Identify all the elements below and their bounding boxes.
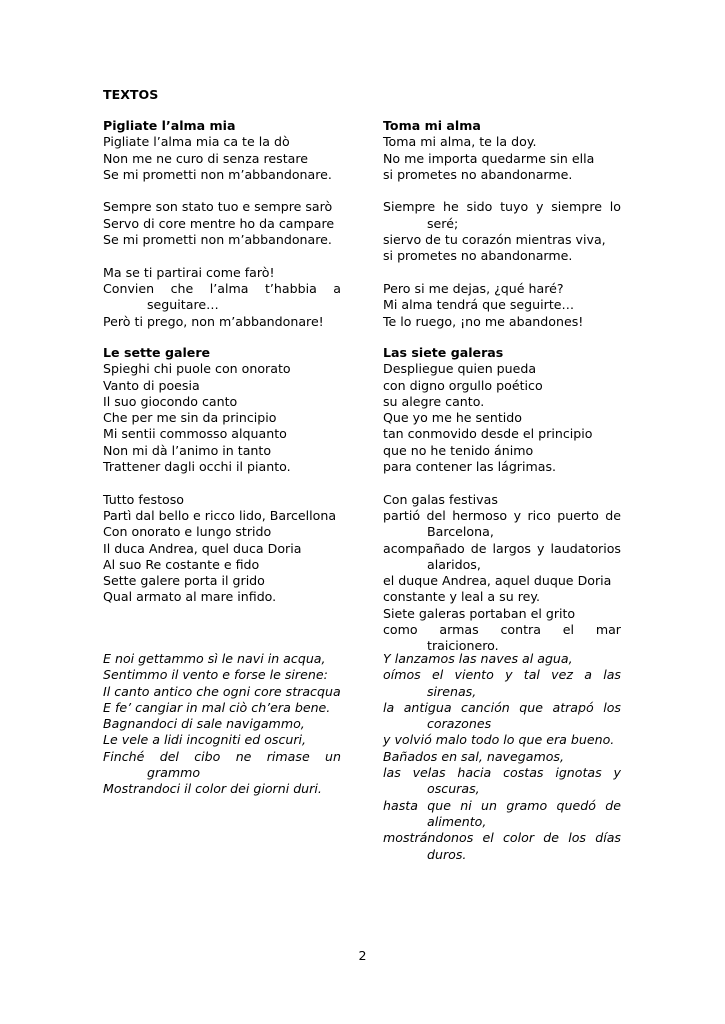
- section-heading: Las siete galeras: [383, 345, 504, 360]
- section-closing-spanish: [383, 651, 621, 863]
- verse-line: Toma mi alma, te la doy.: [383, 134, 537, 150]
- verse-line: si prometes no abandonarme.: [383, 248, 573, 264]
- section-closing-italian: [103, 651, 341, 798]
- verse-line: Servo di core mentre ho da campare: [103, 215, 335, 231]
- verse-line: Siempre he sido tuyo y siempre lo seré;: [383, 199, 621, 231]
- stanza: [103, 361, 341, 475]
- stanza: [103, 651, 341, 798]
- verse-line: el duque Andrea, aquel duque Doria: [383, 573, 612, 589]
- verse-line: No me importa quedarme sin ella: [383, 150, 595, 166]
- verse-line: Mostrandoci il color dei giorni duri.: [103, 781, 322, 797]
- stanza: [383, 492, 621, 655]
- verse-line: Con onorato e lungo strido: [103, 524, 272, 540]
- verse-line: Pigliate l’alma mia ca te la dò: [103, 134, 290, 150]
- verse-line: hasta que ni un gramo quedó de alimento,: [383, 797, 621, 829]
- verse-line: siervo de tu corazón mientras viva,: [383, 232, 606, 248]
- stanza: [103, 265, 341, 330]
- verse-line: mostrándonos el color de los días duros.: [383, 830, 621, 862]
- section-toma-mi-alma: [383, 118, 621, 330]
- page-title: TEXTOS: [103, 87, 159, 102]
- verse-line: Non mi dà l’animo in tanto: [103, 442, 272, 458]
- verse-line: Il duca Andrea, quel duca Doria: [103, 540, 302, 556]
- verse-line: con digno orgullo poético: [383, 377, 543, 393]
- verse-line: Se mi prometti non m’abbandonare.: [103, 166, 332, 182]
- verse-line: Il canto antico che ogni core stracqua: [103, 683, 341, 699]
- verse-line: Però ti prego, non m’abbandonare!: [103, 313, 324, 329]
- verse-line: Sempre son stato tuo e sempre sarò: [103, 199, 333, 215]
- verse-line: E noi gettammo sì le navi in acqua,: [103, 651, 326, 666]
- verse-line: Partì dal bello e ricco lido, Barcellona: [103, 507, 337, 523]
- verse-line: Spieghi chi puole con onorato: [103, 361, 291, 377]
- stanza: [103, 492, 341, 606]
- stanza: [383, 361, 621, 475]
- verse-line: Mi sentii commosso alquanto: [103, 426, 287, 442]
- verse-line: su alegre canto.: [383, 393, 485, 409]
- verse-line: Bagnandoci di sale navigammo,: [103, 716, 305, 732]
- verse-line: Tutto festoso: [103, 491, 184, 507]
- verse-line: como armas contra el mar traicionero.: [383, 622, 621, 654]
- verse-line: E fe’ cangiar in mal ciò ch’era bene.: [103, 699, 331, 715]
- verse-line: y volvió malo todo lo que era bueno.: [383, 732, 615, 748]
- verse-line: Il suo giocondo canto: [103, 393, 238, 409]
- verse-line: Mi alma tendrá que seguirte…: [383, 297, 575, 313]
- verse-line: Le vele a lidi incogniti ed oscuri,: [103, 732, 307, 748]
- verse-line: que no he tenido ánimo: [383, 442, 534, 458]
- verse-line: las velas hacia costas ignotas y oscuras,: [383, 765, 621, 797]
- verse-line: tan conmovido desde el principio: [383, 426, 593, 442]
- verse-line: Al suo Re costante e fido: [103, 556, 260, 572]
- verse-line: Bañados en sal, navegamos,: [383, 748, 564, 764]
- stanza: [103, 134, 341, 183]
- verse-line: Vanto di poesia: [103, 377, 200, 393]
- verse-line: Che per me sin da principio: [103, 410, 277, 426]
- verse-line: Sentimmo il vento e forse le sirene:: [103, 667, 328, 683]
- stanza: [383, 199, 621, 264]
- verse-line: Finché del cibo ne rimase un grammo: [103, 748, 341, 781]
- verse-line: acompañado de largos y laudatorios alaridos,: [383, 540, 621, 572]
- stanza: [383, 281, 621, 330]
- verse-line: constante y leal a su rey.: [383, 589, 540, 605]
- verse-line: oímos el viento y tal vez a las sirenas,: [383, 667, 621, 699]
- stanza: [383, 134, 621, 183]
- verse-line: Se mi prometti non m’abbandonare.: [103, 232, 332, 248]
- verse-line: Sette galere porta il grido: [103, 573, 265, 589]
- verse-line: Trattener dagli occhi il pianto.: [103, 459, 291, 475]
- verse-line: Qual armato al mare infido.: [103, 589, 277, 605]
- verse-line: Non me ne curo di senza restare: [103, 150, 309, 166]
- verse-line: la antigua canción que atrapó los corazones: [383, 699, 621, 732]
- section-siete-galeras: [383, 345, 621, 655]
- stanza: [383, 651, 621, 863]
- verse-line: Te lo ruego, ¡no me abandones!: [383, 313, 584, 329]
- section-sette-galere: [103, 345, 341, 606]
- verse-line: Con galas festivas: [383, 491, 498, 507]
- verse-line: Despliegue quien pueda: [383, 361, 537, 377]
- section-heading: Toma mi alma: [383, 118, 481, 133]
- verse-line: para contener las lágrimas.: [383, 459, 557, 475]
- section-heading: Le sette galere: [103, 345, 211, 360]
- verse-line: partió del hermoso y rico puerto de Barcelona,: [383, 507, 621, 540]
- section-pigliate: [103, 118, 341, 330]
- verse-line: Ma se ti partirai come farò!: [103, 264, 275, 280]
- verse-line: si prometes no abandonarme.: [383, 166, 573, 182]
- verse-line: Y lanzamos las naves al agua,: [383, 651, 573, 666]
- verse-line: Convien che l’alma t’habbia a seguitare…: [103, 280, 341, 313]
- section-heading: Pigliate l’alma mia: [103, 118, 236, 133]
- verse-line: Que yo me he sentido: [383, 410, 522, 426]
- verse-line: Siete galeras portaban el grito: [383, 605, 576, 621]
- verse-line: Pero si me dejas, ¿qué haré?: [383, 280, 564, 296]
- stanza: [103, 199, 341, 248]
- page-number: 2: [358, 948, 367, 963]
